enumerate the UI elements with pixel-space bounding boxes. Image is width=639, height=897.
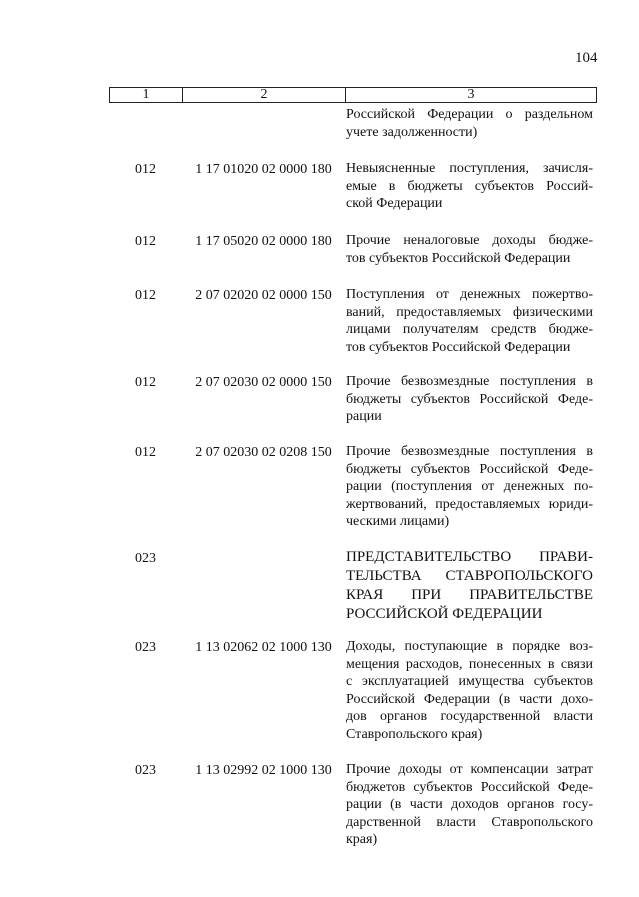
row-code: 023 <box>135 640 156 655</box>
description-line: ской Федерации <box>346 196 443 211</box>
row-description <box>346 232 593 267</box>
row-code: 012 <box>135 445 156 460</box>
description-line: бюджеты субъектов Российской Феде- <box>346 461 593 477</box>
description-line: бюджеты субъектов Российской Феде- <box>346 391 593 407</box>
row-kbk: 1 17 01020 02 0000 180 <box>195 162 332 177</box>
row-description <box>346 160 593 213</box>
description-line: Ставропольского края) <box>346 726 483 742</box>
description-line: дарственной власти Ставропольского <box>346 814 593 830</box>
description-line: Российской Федерации (в части дохо- <box>346 691 593 707</box>
continuation-line: Российской Федерации о раздельном <box>346 107 593 122</box>
description-line: тов субъектов Российской Федерации <box>346 250 571 266</box>
row-description <box>346 286 593 356</box>
page-number: 104 <box>575 50 598 66</box>
description-line: лицами получателям средств бюдже- <box>346 322 593 337</box>
row-description <box>346 373 593 426</box>
header-column-1: 1 <box>110 88 183 102</box>
row-description <box>346 443 593 531</box>
table-header <box>109 87 597 103</box>
description-line: тов субъектов Российской Федерации <box>346 339 571 355</box>
row-code: 012 <box>135 162 156 177</box>
description-line: края) <box>346 832 378 847</box>
row-kbk: 2 07 02030 02 0000 150 <box>195 375 332 390</box>
description-line: Прочие доходы от компенсации затрат <box>346 762 593 777</box>
row-kbk: 2 07 02020 02 0000 150 <box>195 288 332 303</box>
row-kbk: 2 07 02030 02 0208 150 <box>195 445 332 460</box>
description-line: Прочие безвозмездные поступления в <box>346 374 593 389</box>
description-line: бюджетов субъектов Российской Феде- <box>346 779 593 795</box>
row-description <box>346 638 593 743</box>
description-line: ческими лицами) <box>346 514 450 529</box>
section-heading <box>346 548 593 624</box>
heading-line: КРАЯ ПРИ ПРАВИТЕЛЬСТВЕ <box>346 587 593 603</box>
header-column-2: 2 <box>183 88 346 102</box>
continuation-text <box>346 106 593 141</box>
row-description <box>346 761 593 849</box>
description-line: Невыясненные поступления, зачисля- <box>346 161 593 176</box>
row-kbk: 1 17 05020 02 0000 180 <box>195 234 332 249</box>
description-line: рации (поступления от денежных по- <box>346 479 593 494</box>
description-line: Поступления от денежных пожертво- <box>346 287 593 302</box>
continuation-line: учете задолженности) <box>346 124 478 140</box>
description-line: Прочие безвозмездные поступления в <box>346 444 593 459</box>
row-kbk: 1 13 02992 02 1000 130 <box>195 763 332 778</box>
description-line: Доходы, поступающие в порядке воз- <box>346 639 593 654</box>
description-line: с эксплуатацией имущества субъектов <box>346 674 593 689</box>
row-code: 023 <box>135 763 156 778</box>
row-code: 012 <box>135 234 156 249</box>
row-code: 012 <box>135 288 156 303</box>
description-line: дов органов государственной власти <box>346 709 593 724</box>
description-line: жертвований, предоставляемых юриди- <box>346 496 593 512</box>
row-code: 023 <box>135 551 156 566</box>
description-line: рации <box>346 409 382 424</box>
description-line: рации (в части доходов органов госу- <box>346 797 593 812</box>
header-column-3: 3 <box>467 87 475 102</box>
description-line: Прочие неналоговые доходы бюдже- <box>346 233 593 248</box>
row-kbk: 1 13 02062 02 1000 130 <box>195 640 332 655</box>
heading-line: ТЕЛЬСТВА СТАВРОПОЛЬСКОГО <box>346 568 593 584</box>
row-code: 012 <box>135 375 156 390</box>
description-line: мещения расходов, понесенных в связи <box>346 656 593 672</box>
description-line: емые в бюджеты субъектов Россий- <box>346 178 593 194</box>
description-line: ваний, предоставляемых физическими <box>346 304 593 320</box>
heading-line: ПРЕДСТАВИТЕЛЬСТВО ПРАВИ- <box>346 549 593 565</box>
heading-line: РОССИЙСКОЙ ФЕДЕРАЦИИ <box>346 606 543 622</box>
